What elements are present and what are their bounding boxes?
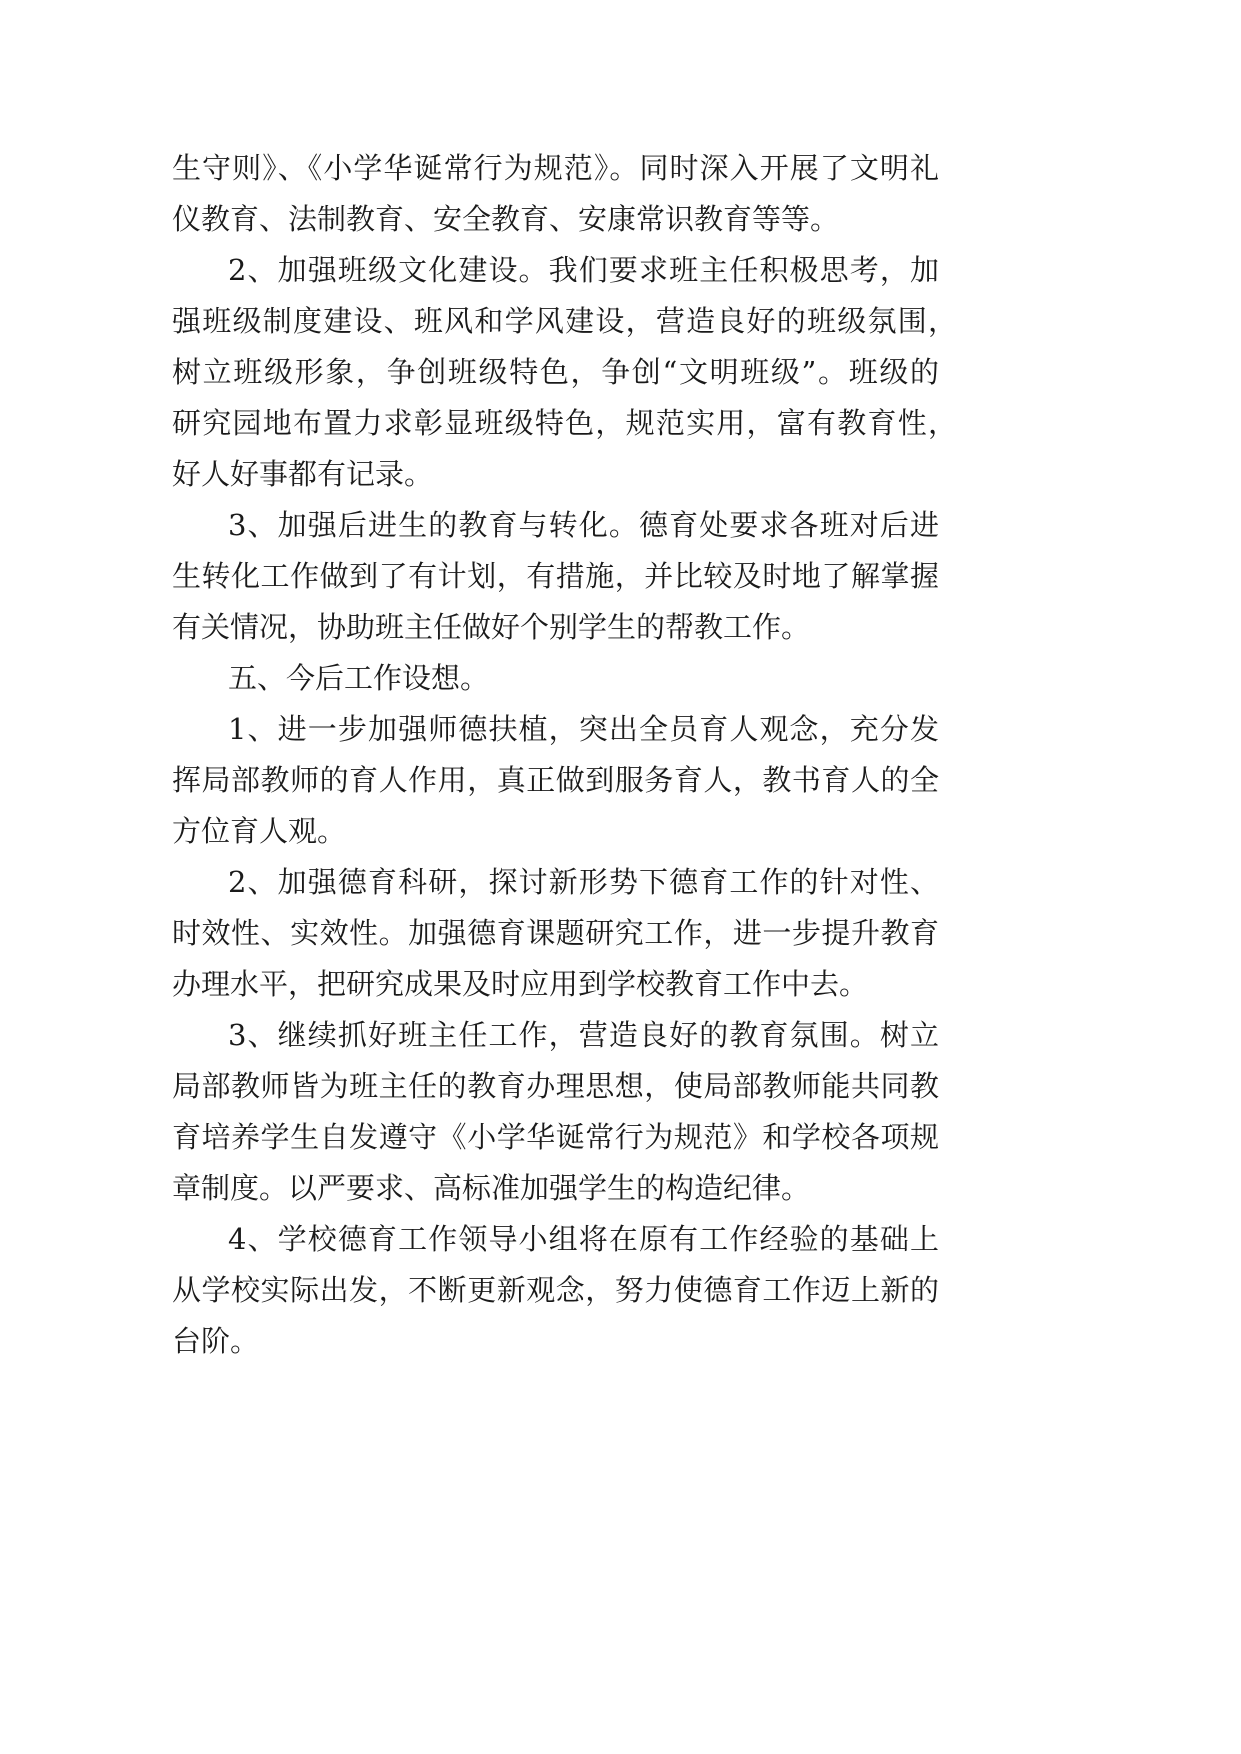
text-line: 生转化工作做到了有计划，有措施，并比较及时地了解掌握 bbox=[172, 559, 939, 593]
text-line: 4、学校德育工作领导小组将在原有工作经验的基础上 bbox=[228, 1222, 939, 1256]
text-line: 1、进一步加强师德扶植，突出全员育人观念，充分发 bbox=[228, 712, 939, 746]
text-line: 时效性、实效性。加强德育课题研究工作，进一步提升教育 bbox=[172, 916, 939, 950]
text-line: 3、继续抓好班主任工作，营造良好的教育氛围。树立 bbox=[228, 1018, 939, 1052]
text-line: 强班级制度建设、班风和学风建设，营造良好的班级氛围， bbox=[172, 304, 957, 338]
text-line: 挥局部教师的育人作用，真正做到服务育人，教书育人的全 bbox=[172, 763, 939, 797]
text-line: 树立班级形象，争创班级特色，争创“文明班级”。班级的 bbox=[172, 355, 939, 389]
text-line: 办理水平，把研究成果及时应用到学校教育工作中去。 bbox=[172, 967, 869, 1001]
text-line: 从学校实际出发，不断更新观念，努力使德育工作迈上新的 bbox=[172, 1273, 939, 1307]
text-line: 局部教师皆为班主任的教育办理思想，使局部教师能共同教 bbox=[172, 1069, 939, 1103]
text-line: 好人好事都有记录。 bbox=[172, 457, 434, 491]
text-line: 2、加强班级文化建设。我们要求班主任积极思考，加 bbox=[228, 253, 939, 287]
text-line: 生守则》、《小学华诞常行为规范》。同时深入开展了文明礼 bbox=[172, 151, 939, 185]
text-line: 育培养学生自发遵守《小学华诞常行为规范》和学校各项规 bbox=[172, 1120, 939, 1154]
text-line: 研究园地布置力求彰显班级特色，规范实用，富有教育性， bbox=[172, 406, 957, 440]
text-line: 仪教育、法制教育、安全教育、安康常识教育等等。 bbox=[172, 202, 840, 236]
text-line: 3、加强后进生的教育与转化。德育处要求各班对后进 bbox=[228, 508, 939, 542]
text-line: 有关情况，协助班主任做好个别学生的帮教工作。 bbox=[172, 610, 811, 644]
text-line: 方位育人观。 bbox=[172, 814, 347, 848]
text-line: 台阶。 bbox=[172, 1324, 260, 1358]
text-line: 章制度。以严要求、高标准加强学生的构造纪律。 bbox=[172, 1171, 811, 1205]
section-heading: 五、今后工作设想。 bbox=[228, 661, 490, 695]
text-line: 2、加强德育科研，探讨新形势下德育工作的针对性、 bbox=[228, 865, 939, 899]
